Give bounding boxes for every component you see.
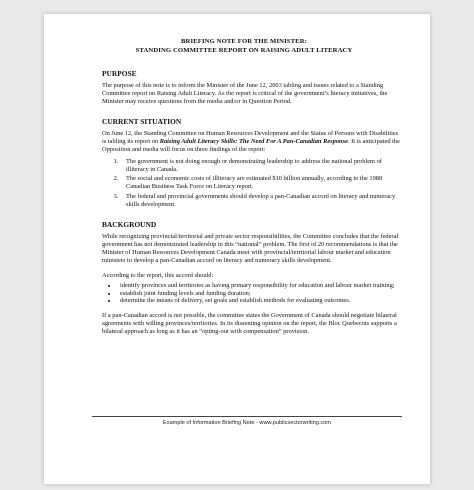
findings-list [102,158,400,209]
footer-divider [92,416,402,417]
title-line-2: STANDING COMMITTEE REPORT ON RAISING ADULT LITERACY [135,46,353,54]
current-situation-text [102,130,400,154]
accord-item: • establish joint funding levels and funding duration; [118,290,400,298]
background-text: While recognizing provincial/territorial and private sector responsibilities, the Committee concludes that the federal government has not demonstrated leadership in this “national” problem. The first of 20 recommendations is that the Minister of Human Resources Development Canada meet with provincial/territorial labour market and education ministers to develop a pan-Canadian accord on literacy and numeracy skills development. [102,233,399,264]
current-situation-heading: CURRENT SITUATION [102,116,182,126]
document-page [44,14,430,484]
purpose-heading: PURPOSE [102,69,137,79]
purpose-text: The purpose of this note is to inform the Minister of the June 12, 2003 tabling and issues related to a Standing Committee report on Raising Adult Literacy. As the report is critical of the government’s literacy initiatives, the Minister may receive questions from the media and/or in Question Period. [102,82,388,105]
background-closing: If a pan-Canadian accord is not possible, the committee states the Government of Canada should negotiate bilateral agreements with willing provinces/territories. In its dissenting opinion on the report, the Bloc Quebecois supports a bilateral approach as long as it has an “opting-out with compensation” provision. [102,312,397,336]
footer-caption: Example of Information Briefing Note - www.publicsectorwriting.com [163,420,331,426]
title-line-1: BRIEFING NOTE FOR THE MINISTER: [181,38,307,45]
finding-item: 1. The government is not doing enough or demonstrating leadership to address the national problem of illiteracy in Canada. [120,158,400,174]
document-title [88,38,400,55]
accord-item: • identify provinces and territories as having primary responsibility for education and labour market training; [118,282,400,290]
current-text-before: On June 12, the Standing Committee on Human Resources Development and the Status of Persons with Disabilities is tabling its report on [102,129,399,145]
accord-item: • determine the means of delivery, set goals and establish methods for evaluating outcomes. [118,297,400,305]
finding-item: 2. The social and economic costs of illiteracy are estimated $10 billion annually, according to the 1988 Canadian Business Task Force on Literacy report. [120,175,400,191]
accord-list [102,282,400,306]
current-text-after: . It is anticipated the Opposition and media will focus on three findings of the report: [102,137,400,153]
accord-intro: According to the report, this accord should: [102,271,214,279]
background-heading: BACKGROUND [102,220,157,230]
report-title-emphasis: Raising Adult Literacy Skills: The Need For A Pan-Canadian Response [159,137,348,145]
finding-item: 3. The federal and provincial governments should develop a pan-Canadian accord on literacy and numeracy skills development. [120,193,400,209]
